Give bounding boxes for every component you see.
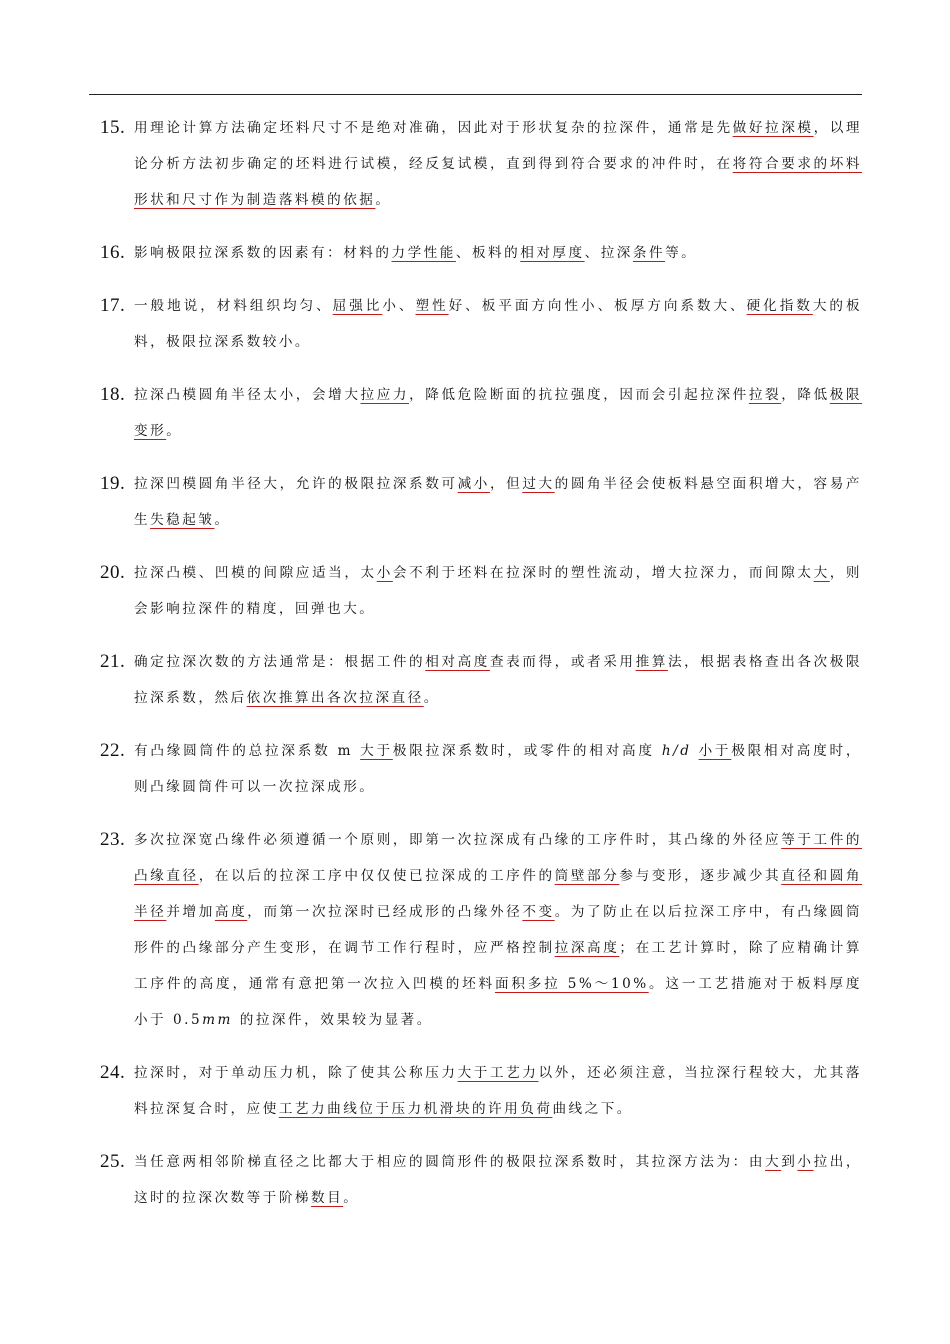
question-number: 17. (100, 295, 126, 316)
answer-blank: 极限变形 (134, 387, 863, 439)
question-text (134, 1144, 862, 1216)
text-segment: 好、板平面方向性小、板厚方向系数大、 (448, 298, 747, 314)
answer-blank: 拉裂 (748, 387, 782, 403)
answer-blank: 小于 (698, 743, 732, 759)
text-segment: 当任意两相邻阶梯直径之比都大于相应的圆筒形件的极限拉深系数时，其拉深方法为：由 (134, 1154, 766, 1170)
text-segment: ，在以后的拉深工序中仅仅使已拉深成的工序件的 (198, 868, 555, 884)
text-segment: 等。 (665, 245, 698, 261)
text-segment: 拉深凹模圆角半径大，允许的极限拉深系数可 (134, 476, 458, 492)
text-segment: 、板料的 (455, 245, 521, 261)
text-segment: 。 (343, 1190, 360, 1206)
question-text (134, 288, 862, 360)
question-text (134, 110, 862, 218)
answer-blank: 大于工艺力 (457, 1065, 539, 1081)
text-segment: 的圆角半径会使板料悬空面积增大，容易产生 (134, 476, 862, 528)
text-segment: 有凸缘圆筒件的总拉深系数 m (134, 743, 361, 759)
text-segment: ，但 (489, 476, 523, 492)
question-text (134, 733, 862, 805)
answer-blank: 小 (376, 565, 393, 581)
header-rule (89, 94, 862, 95)
italic-symbol: mm (202, 1012, 233, 1028)
text-segment: ，而第一次拉深时已经成形的凸缘外径 (247, 904, 523, 920)
text-segment: 查表而得，或者采用 (489, 654, 636, 670)
question-item (100, 110, 862, 218)
text-segment (691, 743, 698, 759)
text-segment: 多次拉深宽凸缘件必须遵循一个原则，即第一次拉深成有凸缘的工序件时，其凸缘的外径应 (134, 832, 782, 848)
text-segment: 极限拉深系数时，或零件的相对高度 (392, 743, 662, 759)
answer-blank: 硬化指数 (746, 298, 813, 314)
answer-blank: 推算 (635, 654, 668, 670)
answer-blank: 减小 (457, 476, 490, 492)
text-segment: ，则会影响拉深件的精度，回弹也大。 (134, 565, 863, 617)
question-number: 24. (100, 1062, 126, 1083)
text-segment: 极限相对高度时，则凸缘圆筒件可以一次拉深成形。 (134, 743, 863, 795)
text-segment: 影响极限拉深系数的因素有：材料的 (134, 245, 392, 261)
text-segment: 。 (166, 423, 183, 439)
question-item (100, 822, 862, 1038)
answer-blank: 不变 (522, 904, 555, 920)
answer-blank: 相对高度 (425, 654, 490, 670)
answer-blank: 高度 (214, 904, 248, 920)
text-segment: 确定拉深次数的方法通常是：根据工件的 (134, 654, 426, 670)
answer-blank: 将符合要求的坏料形状和尺寸作为制造落料模的依据 (134, 156, 863, 208)
question-text (134, 822, 862, 1038)
answer-blank: 筒壁部分 (554, 868, 620, 884)
answer-blank: 大 (765, 1154, 782, 1170)
text-segment: ，以理论分析方法初步确定的坯料进行试模，经反复试模，直到得到符合要求的冲件时，在 (134, 120, 863, 172)
question-number: 21. (100, 651, 126, 672)
text-segment: 拉深凸模、凹模的间隙应适当，太 (134, 565, 377, 581)
text-segment: 用理论计算方法确定坯料尺寸不是绝对准确，因此对于形状复杂的拉深件，通常是先 (134, 120, 733, 136)
text-segment: 拉深时，对于单动压力机，除了使其公称压力 (134, 1065, 458, 1081)
text-segment: ，降低 (781, 387, 830, 403)
answer-blank: 小 (797, 1154, 814, 1170)
question-item (100, 644, 862, 716)
question-item (100, 1055, 862, 1127)
text-segment: ，降低危险断面的抗拉强度，因而会引起拉深件 (409, 387, 749, 403)
text-segment: 。这一工艺措施对于板料厚度小于 0.5 (134, 976, 863, 1028)
answer-blank: 工艺力曲线位于压力机滑块的许用负荷 (278, 1101, 553, 1117)
question-text (134, 377, 862, 449)
answer-blank: 大于 (360, 743, 393, 759)
text-segment: ；在工艺计算时，除了应精确计算工序件的高度，通常有意把第一次拉入凹模的坯料 (134, 940, 862, 992)
question-item (100, 733, 862, 805)
text-segment: 拉出，这时的拉深次数等于阶梯 (134, 1154, 863, 1206)
text-segment: 。 (214, 512, 231, 528)
question-number: 15. (100, 117, 126, 138)
question-number: 25. (100, 1151, 126, 1172)
question-number: 18. (100, 384, 126, 405)
text-segment: 大的板料，极限拉深系数较小。 (134, 298, 863, 350)
text-segment: 一般地说，材料组织均匀、 (134, 298, 333, 314)
text-segment: 拉深凸模圆角半径太小，会增大 (134, 387, 361, 403)
answer-blank: 条件 (632, 245, 666, 261)
answer-blank: 直径和圆角半径 (134, 868, 862, 920)
question-item (100, 288, 862, 360)
question-text (134, 235, 862, 271)
italic-symbol: h/d (661, 743, 692, 759)
text-segment: 曲线之下。 (552, 1101, 633, 1117)
question-number: 16. (100, 242, 126, 263)
answer-blank: 拉深高度 (554, 940, 620, 956)
text-segment: 法，根据表格查出各次极限拉深系数，然后 (134, 654, 863, 706)
question-text (134, 644, 862, 716)
answer-blank: 大 (813, 565, 830, 581)
text-segment: 。 (423, 690, 440, 706)
question-item (100, 1144, 862, 1216)
question-number: 22. (100, 740, 126, 761)
answer-blank: 等于工件的凸缘直径 (134, 832, 862, 884)
answer-blank: 屈强比 (332, 298, 383, 314)
question-item (100, 377, 862, 449)
text-segment: 、拉深 (584, 245, 633, 261)
question-number: 19. (100, 473, 126, 494)
answer-blank: 拉应力 (360, 387, 410, 403)
question-item (100, 466, 862, 538)
answer-blank: 塑性 (415, 298, 449, 314)
question-text (134, 466, 862, 538)
answer-blank: 过大 (522, 476, 555, 492)
text-segment: 到 (781, 1154, 798, 1170)
question-text (134, 1055, 862, 1127)
question-number: 20. (100, 562, 126, 583)
text-segment: 会不利于坯料在拉深时的塑性流动，增大拉深力，而间隙太 (392, 565, 814, 581)
question-text (134, 555, 862, 627)
answer-blank: 失稳起皱 (150, 512, 215, 528)
question-item (100, 235, 862, 271)
text-segment: 并增加 (166, 904, 215, 920)
answer-blank: 数目 (311, 1190, 344, 1206)
answer-blank: 依次推算出各次拉深直径 (246, 690, 424, 706)
question-list (100, 110, 862, 1233)
answer-blank: 面积多拉 5%～10% (494, 976, 649, 992)
answer-blank: 力学性能 (391, 245, 456, 261)
text-segment: 小、 (382, 298, 416, 314)
text-segment: 。 (375, 192, 392, 208)
question-item (100, 555, 862, 627)
answer-blank: 做好拉深模 (732, 120, 814, 136)
answer-blank: 相对厚度 (520, 245, 585, 261)
text-segment: 的拉深件，效果较为显著。 (232, 1012, 433, 1028)
question-number: 23. (100, 829, 126, 850)
text-segment: 以外，还必须注意，当拉深行程较大，尤其落料拉深复合时，应使 (134, 1065, 863, 1117)
text-segment: 参与变形，逐步减少其 (619, 868, 782, 884)
text-segment: 。为了防止在以后拉深工序中，有凸缘圆筒形件的凸缘部分产生变形，在调节工作行程时，应严格控制 (134, 904, 863, 956)
